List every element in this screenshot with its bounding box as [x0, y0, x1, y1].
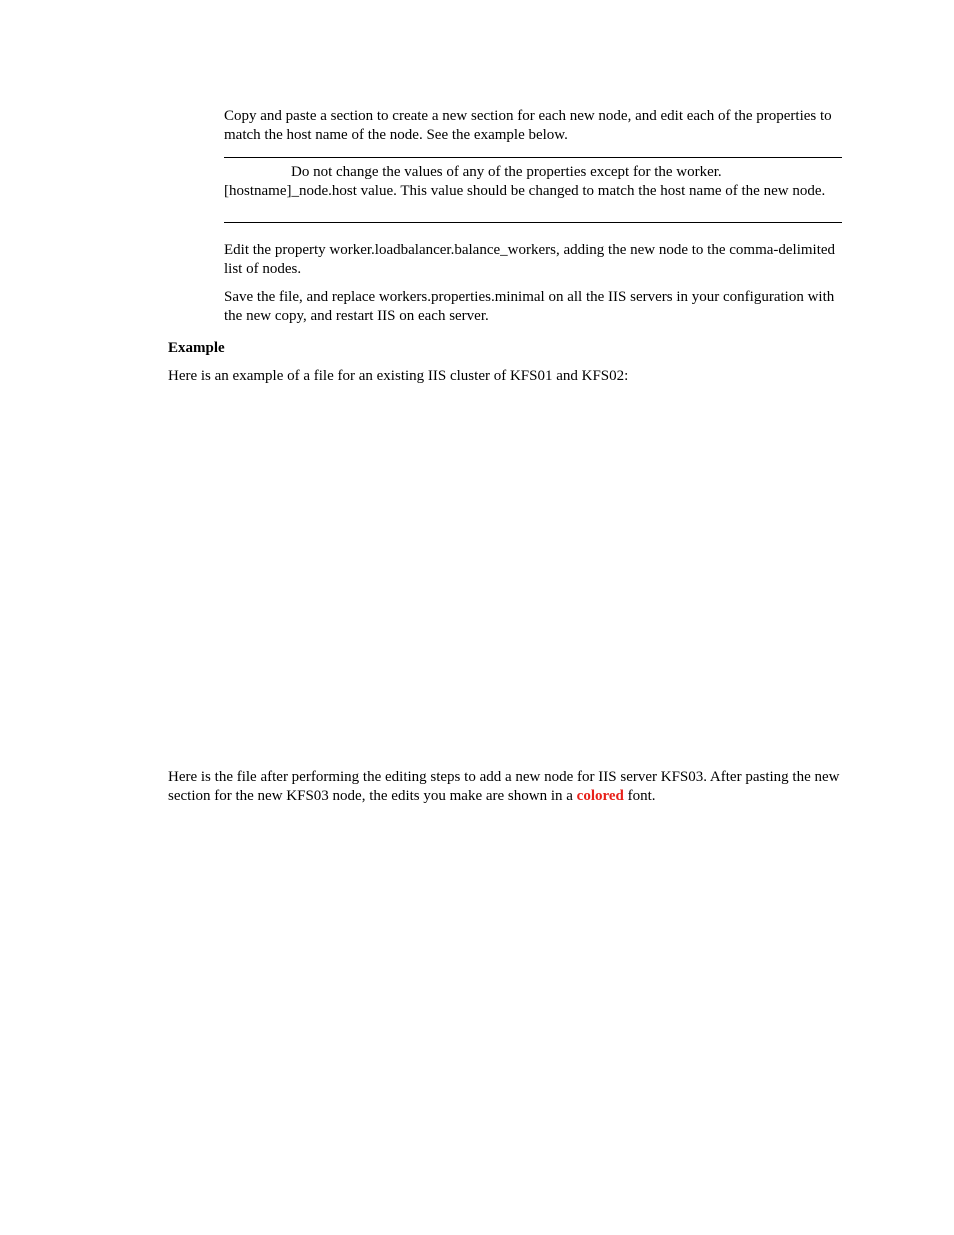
after-edit-paragraph	[168, 768, 858, 806]
example-intro: Here is an example of a file for an existing IIS cluster of KFS01 and KFS02:	[168, 368, 629, 384]
step-save-file: Save the file, and replace workers.properties.minimal on all the IIS servers in your configuration with the new copy, and restart IIS on each server.	[224, 289, 835, 324]
after-edit-text-after: font.	[623, 788, 656, 804]
note-box	[224, 157, 842, 223]
step-copy-paste: Copy and paste a section to create a new section for each new node, and edit each of the properties to match the host name of the node. See the example below.	[224, 108, 832, 143]
note-text: Do not change the values of any of the properties except for the worker.[hostname]_node.host value. This value should be changed to match the host name of the new node.	[224, 164, 826, 199]
after-edit-text-before: Here is the file after performing the editing steps to add a new node for IIS server KFS03. After pasting the new section for the new KFS03 node, the edits you make are shown in a	[168, 769, 840, 804]
step-edit-property: Edit the property worker.loadbalancer.balance_workers, adding the new node to the comma-delimited list of nodes.	[224, 242, 836, 277]
example-heading: Example	[168, 340, 225, 356]
colored-word: colored	[576, 788, 624, 804]
